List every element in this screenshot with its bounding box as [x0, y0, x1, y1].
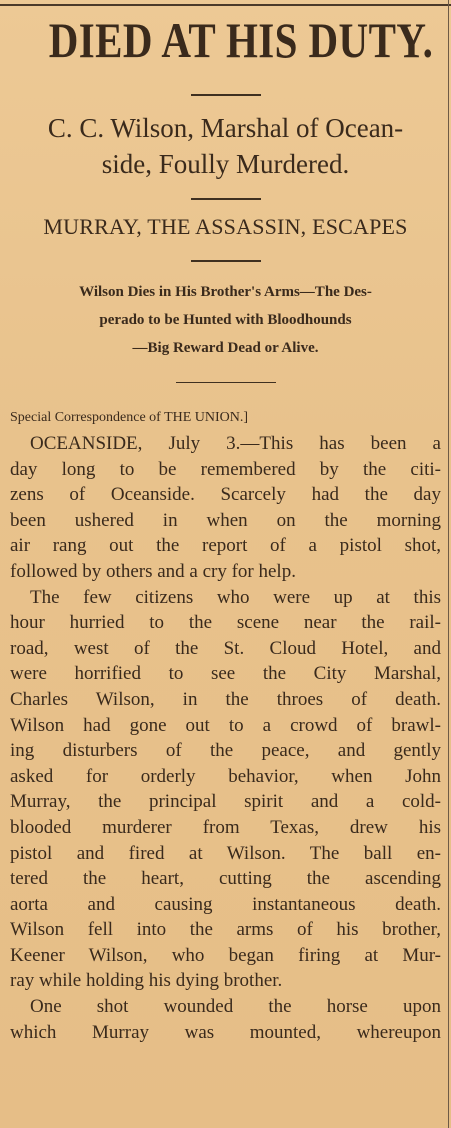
body-line: Murray, the principal spirit and a cold-	[10, 791, 441, 813]
body-line: Wilson had gone out to a crowd of brawl-	[10, 714, 441, 736]
body-line: ray while holding his dying brother.	[10, 970, 283, 992]
paragraph	[10, 431, 441, 585]
summary-deck	[10, 278, 441, 362]
body-line: Wilson fell into the arms of his brother,	[10, 919, 441, 941]
body-line: air rang out the report of a pistol shot,	[10, 535, 441, 557]
body-line: One shot wounded the horse upon	[30, 996, 441, 1018]
subheadline	[10, 110, 441, 182]
summary-line: Wilson Dies in His Brother's Arms—The Des-	[79, 284, 372, 300]
body-line: Keener Wilson, who began firing at Mur-	[10, 944, 441, 966]
summary-line: —Big Reward Dead or Alive.	[132, 340, 319, 356]
headline: DIED AT HIS DUTY.	[48, 12, 434, 68]
body-line: pistol and fired at Wilson. The ball en-	[10, 842, 441, 864]
body-line: asked for orderly behavior, when John	[10, 765, 441, 787]
body-line: OCEANSIDE, July 3.—This has been a	[30, 433, 441, 454]
body-line: Charles Wilson, in the throes of death.	[10, 688, 441, 710]
summary-line: perado to be Hunted with Bloodhounds	[99, 312, 352, 328]
body-line: ing disturbers of the peace, and gently	[10, 740, 441, 762]
body-line: which Murray was mounted, whereupon	[10, 1021, 441, 1043]
body-line: tered the heart, cutting the ascending	[10, 868, 441, 890]
body-line: followed by others and a cry for help.	[10, 560, 296, 582]
headline-divider	[191, 94, 261, 96]
body-line: blooded murderer from Texas, drew his	[10, 816, 441, 838]
correspondence-credit: Special Correspondence of THE UNION.]	[10, 410, 249, 425]
body-line: road, west of the St. Cloud Hotel, and	[10, 637, 441, 659]
deck-divider	[191, 260, 261, 262]
body-line: The few citizens who were up at this	[30, 586, 441, 608]
body-line: day long to be remembered by the citi-	[10, 458, 441, 480]
deck-headline: MURRAY, THE ASSASSIN, ESCAPES	[43, 214, 408, 239]
body-line: been ushered in when on the morning	[10, 509, 441, 531]
body-line: zens of Oceanside. Scarcely had the day	[10, 484, 441, 506]
summary-divider	[176, 382, 276, 383]
column-border-rule	[448, 0, 449, 1128]
article-body	[10, 431, 441, 1045]
paragraph	[10, 994, 441, 1045]
body-line: were horrified to see the City Marshal,	[10, 663, 441, 685]
subheadline-line: C. C. Wilson, Marshal of Ocean-	[47, 113, 404, 143]
body-line: hour hurried to the scene near the rail-	[10, 612, 441, 634]
subheadline-line: side, Foully Murdered.	[101, 149, 350, 179]
subheadline-divider	[191, 198, 261, 200]
body-line: aorta and causing instantaneous death.	[10, 893, 441, 915]
paragraph	[10, 585, 441, 995]
